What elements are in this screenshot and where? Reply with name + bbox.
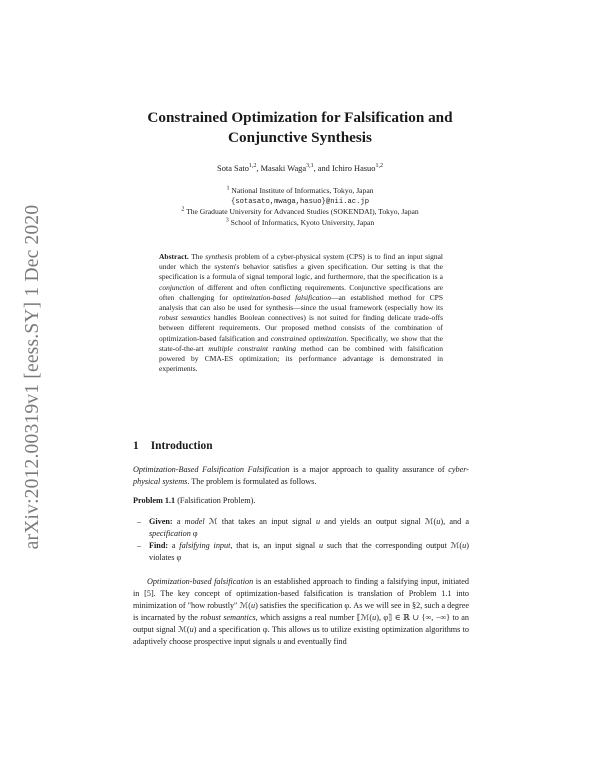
abstract-text: problem of a cyber-physical system (CPS) is to find an input signal under which the system's behavior satisfies a given specification. Our setting is that the specification is a formula of signal temporal logic, and furthermore, that the specification is a (159, 252, 444, 282)
abstract-text: handles Boolean connectives) is not suited for finding delicate trade-offs between different requirements. Our proposed method consists of the combination of optimization-based falsification and (159, 313, 443, 343)
author-separator: , (256, 164, 261, 173)
section-number: 1 (133, 440, 139, 452)
arxiv-identifier (20, 182, 46, 572)
emphasis: falsifying input (179, 541, 231, 550)
intro-paragraph-1 (133, 464, 469, 488)
text: and yields an output signal ℳ( (320, 517, 437, 526)
emphasis: u (251, 601, 256, 610)
text: a (168, 541, 180, 550)
text: such that the corresponding output ℳ( (323, 541, 463, 550)
affiliation-text: School of Informatics, Kyoto University, Japan (228, 217, 375, 227)
affiliation-number: 1 (226, 185, 230, 192)
section-title: Introduction (150, 440, 213, 452)
affiliations (100, 186, 500, 228)
text: ) satisfies the specification φ. As we will see in §2, such a degree is incarnated by the (133, 601, 470, 622)
title-line-1: Constrained Optimization for Falsification and (147, 109, 453, 126)
affiliation-number: 3 (225, 216, 229, 223)
author-1-affil: 1,2 (248, 163, 257, 170)
author-2: Masaki Waga (260, 164, 307, 173)
text: is an established approach to finding a falsifying input, initiated in [5]. The key concept of optimization-based falsification is translation of Problem 1.1 into minimization of "how robustly" ℳ( (133, 577, 469, 610)
list-item-given (133, 516, 469, 540)
abstract-text: The (188, 252, 206, 261)
text: ) violates φ (149, 541, 469, 562)
affiliation-text: National Institute of Informatics, Tokyo, Japan (229, 186, 374, 195)
title-line-2: Conjunctive Synthesis (228, 129, 372, 146)
abstract (159, 252, 443, 374)
text: and eventually find (281, 637, 347, 646)
emphasis: u (372, 613, 377, 622)
author-3-affil: 1,2 (375, 163, 383, 170)
affiliation-3 (100, 218, 500, 229)
list-dash: – (137, 517, 142, 526)
emphasis: Falsification (247, 465, 290, 474)
emphasis: specification (149, 529, 191, 538)
abstract-emphasis: conjunction (159, 282, 195, 292)
arxiv-identifier-text: arXiv:2012.00319v1 [eess.SY] 1 Dec 2020 (22, 204, 43, 550)
abstract-emphasis: optimization-based falsification (232, 292, 331, 302)
list-item-find (133, 540, 469, 564)
author-2-affil: 3,1 (306, 163, 314, 170)
emphasis: model (184, 517, 205, 526)
abstract-label: Abstract. (159, 252, 189, 261)
author-email[interactable]: {sotasato,mwaga,hasuo}@nii.ac.jp (230, 197, 370, 206)
author-separator: , and (313, 164, 332, 173)
emphasis: u (318, 541, 324, 550)
author-1: Sota Sato (217, 164, 249, 173)
author-list (100, 164, 500, 173)
emphasis: robust semantics (200, 613, 256, 622)
text: is a major approach to quality assurance of (289, 465, 449, 474)
text: , which assigns a real number ⟦ℳ( (255, 613, 373, 622)
text: ) and a specification φ. This allows us to utilize existing optimization algorithms to adaptively choose prospective input signals (133, 625, 470, 646)
problem-caption: (Falsification Problem). (175, 496, 256, 505)
abstract-emphasis: synthesis (205, 252, 233, 261)
problem-items (133, 516, 469, 564)
item-label: Given: (149, 517, 173, 526)
problem-label: Problem 1.1 (133, 496, 176, 505)
emphasis: u (436, 517, 441, 526)
abstract-emphasis: multiple constraint ranking (208, 343, 297, 353)
text: φ (190, 529, 198, 538)
section-heading (133, 440, 213, 452)
abstract-emphasis: robust semantics (159, 313, 211, 323)
author-3: Ichiro Hasuo (331, 164, 376, 173)
text: , that is, an input signal (230, 541, 319, 550)
abstract-emphasis: constrained optimization (270, 333, 347, 343)
text: ℳ that takes an input signal (204, 517, 316, 526)
affiliation-text: The Graduate University for Advanced Studies (SOKENDAI), Tokyo, Japan (184, 207, 419, 216)
affiliation-number: 2 (181, 206, 185, 213)
paragraph-heading: Optimization-Based Falsification (133, 465, 244, 474)
intro-paragraph-2 (133, 576, 469, 648)
text: a (172, 517, 185, 526)
emphasis: u (277, 637, 282, 646)
emphasis: Optimization-based falsification (147, 577, 254, 586)
abstract-text: of different and often conflicting requirements. Conjunctive specifications are often challenging for (159, 282, 443, 302)
affiliation-1 (100, 186, 500, 197)
emphasis: u (462, 541, 467, 550)
text: ), and a (440, 517, 469, 526)
emphasis: u (189, 625, 194, 634)
emphasis: u (315, 517, 321, 526)
affiliation-2 (100, 207, 500, 218)
abstract-text: method can be combined with falsification powered by CMA-ES optimization; its performance advantage is demonstrated in experiments. (159, 343, 443, 374)
emphasis: cyber-physical systems (133, 465, 470, 486)
text: . The problem is formulated as follows. (187, 477, 317, 486)
abstract-text: —an established method for CPS analysis that can also be used for synthesis—since the usual framework (especially how its (159, 292, 443, 313)
problem-statement (133, 495, 469, 507)
list-dash: – (137, 541, 142, 550)
text: ), φ⟧ ∈ ℝ ∪ {∞, −∞} to an output signal ℳ( (133, 613, 469, 634)
item-label: Find: (149, 541, 169, 550)
abstract-text: . Specifically, we show that the state-of-the-art (159, 333, 444, 353)
paper-title (100, 108, 500, 148)
